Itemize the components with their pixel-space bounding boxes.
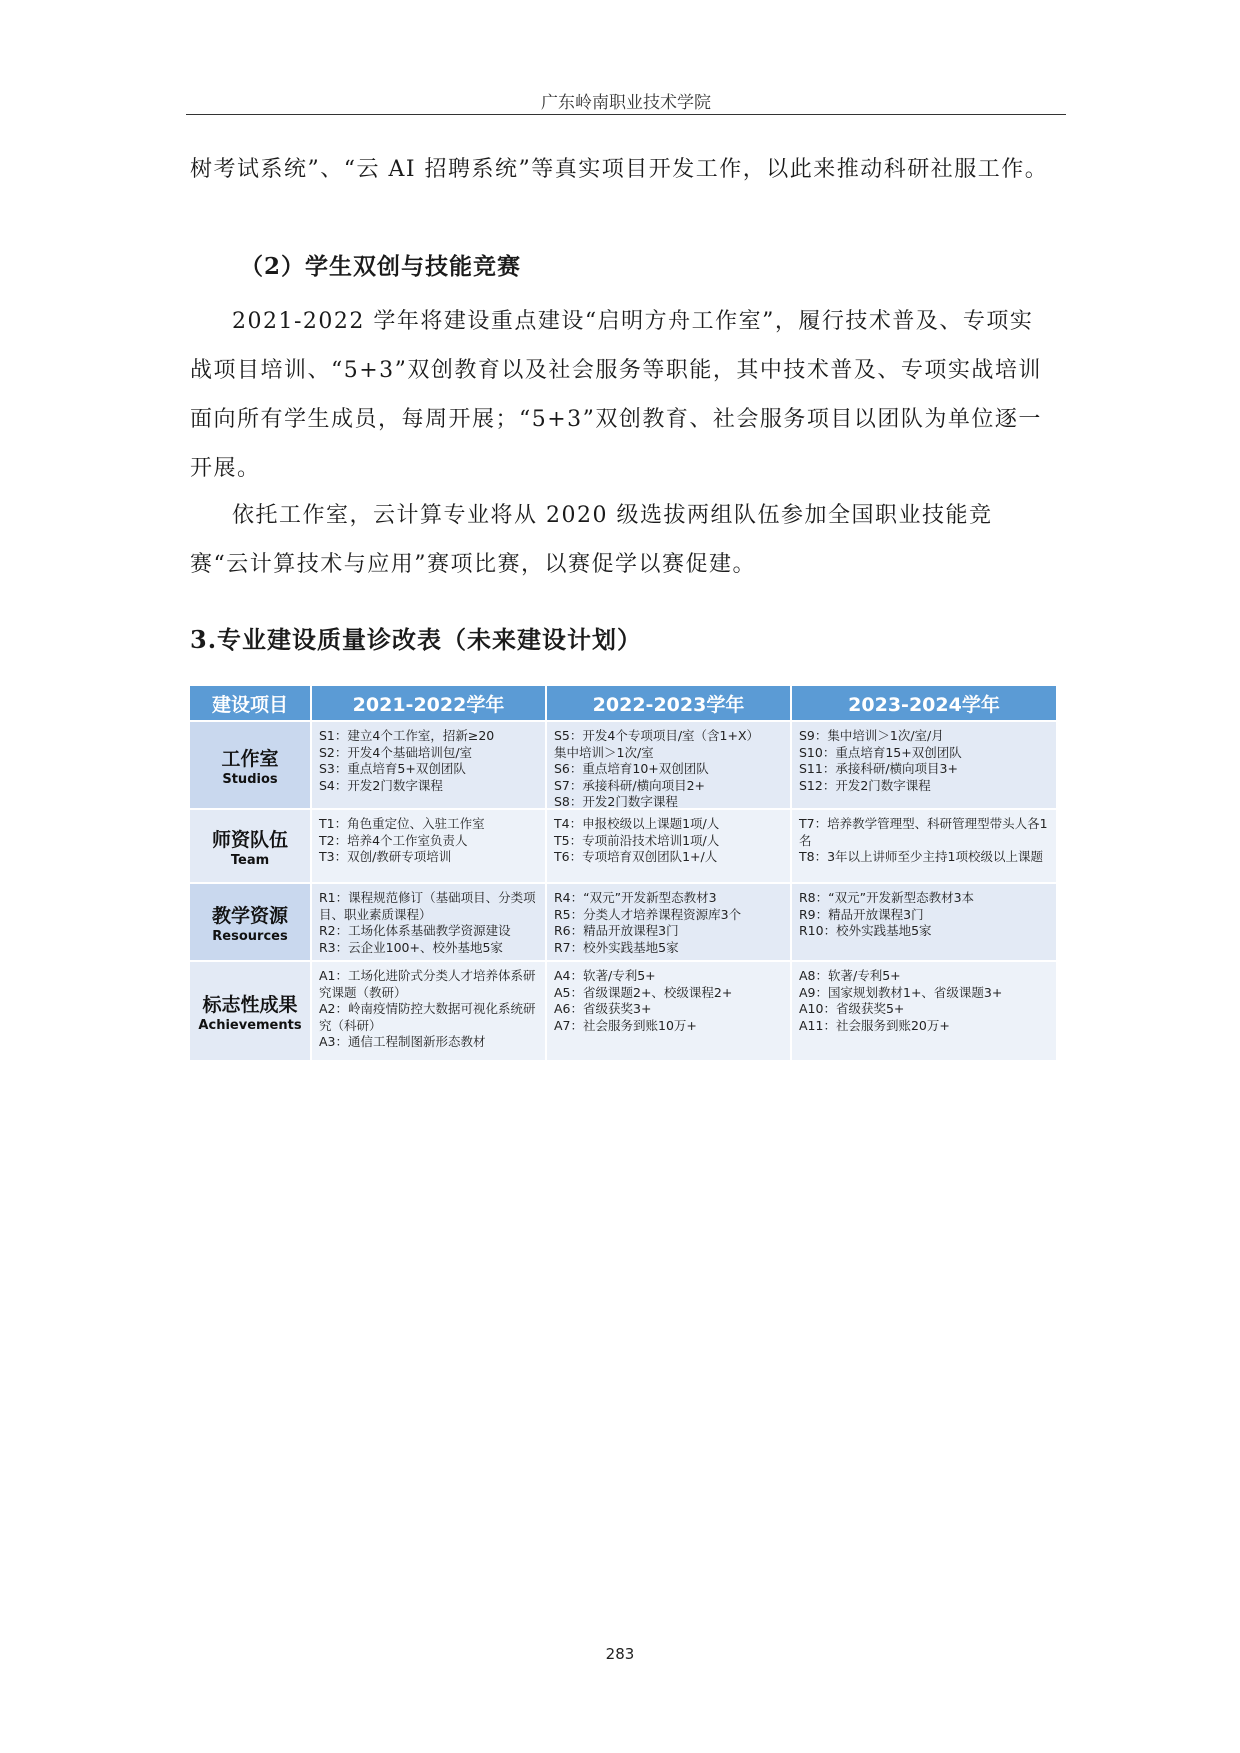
table-cell [547, 882, 792, 960]
cell-line: A8：软著/专利5+ [799, 968, 901, 983]
row-head-team [190, 808, 312, 882]
page-number: 283 [605, 1645, 635, 1663]
cell-line: R1：课程规范修订（基础项目、分类项目、职业素质课程） [319, 890, 536, 922]
cell-line: S11：承接科研/横向项目3+ [799, 761, 958, 776]
table-header-year-1: 2021-2022学年 [312, 686, 547, 720]
table-cell [547, 808, 792, 882]
cell-line: A7：社会服务到账10万+ [554, 1017, 697, 1033]
table-cell [547, 960, 792, 1060]
cell-line: S3：重点培育5+双创团队 [319, 761, 466, 776]
cell-line: S8：开发2门数字课程 [554, 794, 678, 808]
cell-line: S6：重点培育10+双创团队 [554, 761, 709, 776]
row-head-en: Studios [222, 771, 278, 787]
cell-line: A11：社会服务到账20万+ [799, 1017, 950, 1033]
cell-line: A9：国家规划教材1+、省级课题3+ [799, 984, 1003, 1000]
paragraph-3: 依托工作室，云计算专业将从 2020 级选拔两组队伍参加全国职业技能竞赛“云计算技术与应用”赛项比赛，以赛促学以赛促建。 [190, 503, 993, 577]
row-head-zh: 教学资源 [211, 904, 288, 927]
cell-line: A5：省级课题2+、校级课程2+ [554, 984, 733, 1000]
cell-line: S5：开发4个专项项目/室（含1+X） [554, 728, 760, 743]
cell-line: T3：双创/教研专项培训 [319, 849, 452, 864]
header-rule [186, 114, 1066, 115]
quality-improvement-table [190, 686, 1056, 1060]
cell-line: R8：“双元”开发新型态教材3本 [799, 890, 975, 905]
row-head-zh: 标志性成果 [202, 993, 298, 1016]
cell-line: S10：重点培育15+双创团队 [799, 744, 962, 760]
cell-line: T4：申报校级以上课题1项/人 [554, 816, 720, 831]
cell-line: T1：角色重定位、入驻工作室 [319, 816, 485, 831]
cell-line: S2：开发4个基础培训包/室 [319, 744, 473, 760]
cell-line: R2：工场化体系基础教学资源建设 [319, 923, 511, 938]
row-head-zh: 工作室 [221, 747, 279, 770]
section-heading: 3.专业建设质量诊改表（未来建设计划） [190, 625, 643, 654]
table-cell [312, 808, 547, 882]
paragraph-1: 树考试系统”、“云 AI 招聘系统”等真实项目开发工作，以此来推动科研社服工作。 [190, 157, 1049, 182]
table-header-year-2: 2022-2023学年 [547, 686, 792, 720]
table-cell [792, 720, 1056, 808]
cell-line: R4：“双元”开发新型态教材3 [554, 890, 717, 905]
row-head-studios [190, 720, 312, 808]
cell-line: R10：校外实践基地5家 [799, 923, 932, 938]
cell-line: S1：建立4个工作室，招新≥20 [319, 728, 495, 743]
cell-line: T5：专项前沿技术培训1项/人 [554, 832, 720, 848]
table-cell [792, 960, 1056, 1060]
table-cell [547, 720, 792, 808]
cell-line: S4：开发2门数字课程 [319, 777, 443, 793]
cell-line: A4：软著/专利5+ [554, 968, 656, 983]
table-header-year-3: 2023-2024学年 [792, 686, 1056, 720]
cell-line: A3：通信工程制图新形态教材 [319, 1034, 486, 1049]
subheading: （2）学生双创与技能竞赛 [240, 253, 522, 280]
cell-line: R5：分类人才培养课程资源库3个 [554, 906, 742, 922]
table-cell [792, 808, 1056, 882]
cell-line: A2：岭南疫情防控大数据可视化系统研究（科研） [319, 1001, 536, 1033]
cell-line: T7：培养教学管理型、科研管理型带头人各1名 [799, 816, 1048, 848]
table-cell [312, 960, 547, 1060]
cell-line: T6：专项培育双创团队1+/人 [554, 849, 718, 864]
row-head-en: Achievements [198, 1017, 302, 1033]
paragraph-2: 2021-2022 学年将建设重点建设“启明方舟工作室”，履行技术普及、专项实战项目培训、“5+3”双创教育以及社会服务等职能，其中技术普及、专项实战培训面向所有学生成员，每周开展；“5+3”双创教育、社会服务项目以团队为单位逐一开展。 [190, 309, 1042, 481]
table-cell [312, 882, 547, 960]
cell-line: T2：培养4个工作室负责人 [319, 832, 468, 848]
row-head-zh: 师资队伍 [211, 828, 288, 851]
cell-line: S12：开发2门数字课程 [799, 777, 931, 793]
cell-line: S7：承接科研/横向项目2+ [554, 777, 706, 793]
table-cell [792, 882, 1056, 960]
row-head-en: Team [230, 852, 270, 868]
row-head-en: Resources [212, 928, 288, 944]
row-head-resources [190, 882, 312, 960]
cell-line: R9：精品开放课程3门 [799, 906, 924, 922]
cell-line: A6：省级获奖3+ [554, 1001, 652, 1016]
cell-line: T8：3年以上讲师至少主持1项校级以上课题 [799, 849, 1043, 864]
cell-line: A10：省级获奖5+ [799, 1001, 905, 1016]
cell-line: S9：集中培训＞1次/室/月 [799, 728, 944, 743]
page-header: 广东岭南职业技术学院 [541, 93, 711, 113]
cell-line: A1：工场化进阶式分类人才培养体系研究课题（教研） [319, 968, 536, 1000]
table-header-item: 建设项目 [190, 686, 312, 720]
row-head-achievements [190, 960, 312, 1060]
cell-line: R7：校外实践基地5家 [554, 939, 679, 955]
cell-line: R3：云企业100+、校外基地5家 [319, 939, 503, 955]
cell-line: R6：精品开放课程3门 [554, 923, 679, 938]
table-cell [312, 720, 547, 808]
cell-line: 集中培训＞1次/室 [554, 744, 654, 760]
